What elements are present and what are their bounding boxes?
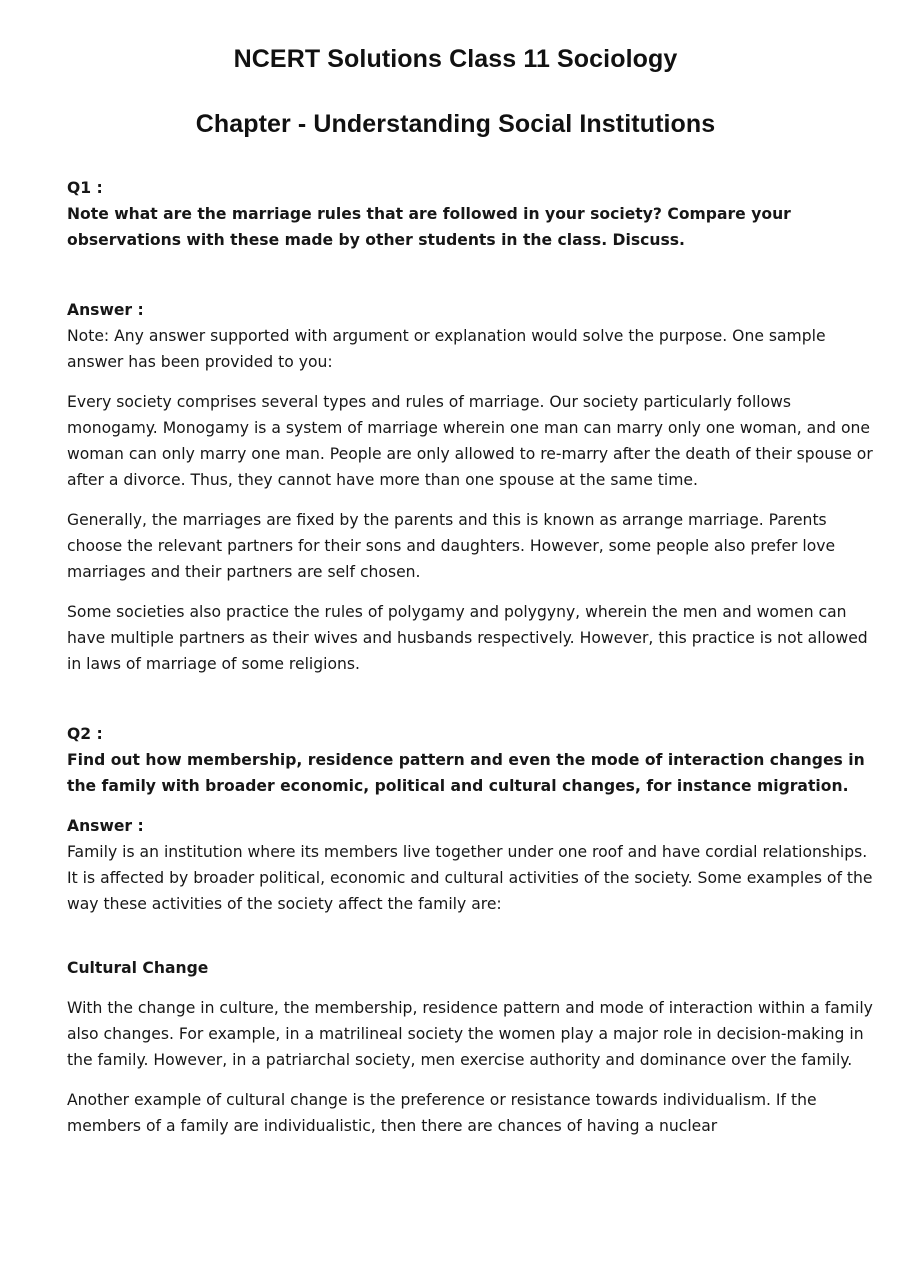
- q1-paragraph-1: Every society comprises several types and rules of marriage. Our society particularly follows monogamy. Monogamy is a system of marriage wherein one man can marry only one woman, and one woman can only marry one man. People are only allowed to re-marry after the death of their spouse or after a divorce. Thus, they cannot have more than one spouse at the same time.: [67, 393, 873, 489]
- q1-paragraph-2: Generally, the marriages are fixed by the parents and this is known as arrange marriage. Parents choose the relevant partners for their sons and daughters. However, some people also prefer love marriages and their partners are self chosen.: [67, 511, 836, 581]
- q2-paragraph-1: With the change in culture, the membership, residence pattern and mode of interaction within a family also changes. For example, in a matrilineal society the women play a major role in decision-making in the family. However, in a patriarchal society, men exercise authority and dominance over the family.: [67, 999, 873, 1069]
- q2-answer-label: Answer :: [67, 817, 144, 835]
- document-title: NCERT Solutions Class 11 Sociology: [233, 45, 678, 73]
- chapter-title: Chapter - Understanding Social Institutions: [195, 110, 716, 138]
- q1-label: Q1 :: [67, 179, 103, 197]
- document-body: [67, 175, 877, 1139]
- section-heading-cultural-change: Cultural Change: [67, 959, 209, 977]
- q2-question: Find out how membership, residence pattern and even the mode of interaction changes in the family with broader economic, political and cultural changes, for instance migration.: [67, 751, 865, 795]
- q2-intro: Family is an institution where its members live together under one roof and have cordial relationships. It is affected by broader political, economic and cultural activities of the society. Some examples of the way these activities of the society affect the family are:: [67, 843, 873, 913]
- q1-question: Note what are the marriage rules that are followed in your society? Compare your observations with these made by other students in the class. Discuss.: [67, 205, 791, 249]
- q1-paragraph-3: Some societies also practice the rules of polygamy and polygyny, wherein the men and women can have multiple partners as their wives and husbands respectively. However, this practice is not allowed in laws of marriage of some religions.: [67, 603, 868, 673]
- q1-answer-label: Answer :: [67, 301, 144, 319]
- q1-note: Note: Any answer supported with argument or explanation would solve the purpose. One sample answer has been provided to you:: [67, 327, 826, 371]
- q2-label: Q2 :: [67, 725, 103, 743]
- q2-paragraph-2: Another example of cultural change is the preference or resistance towards individualism. If the members of a family are individualistic, then there are chances of having a nuclear: [67, 1091, 817, 1135]
